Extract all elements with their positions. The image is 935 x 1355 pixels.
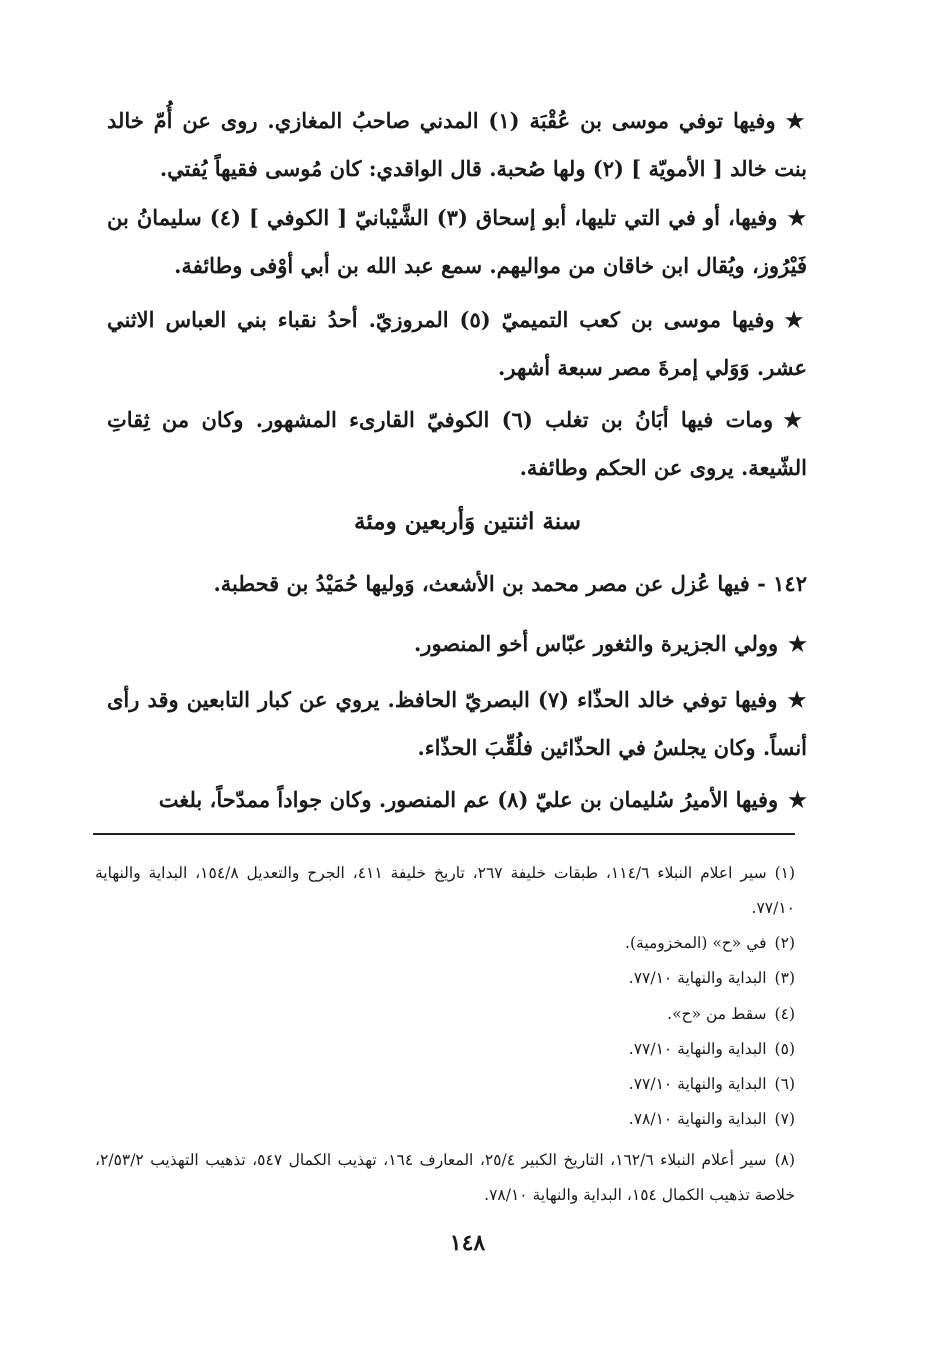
footnote-2: [95, 926, 795, 961]
paragraph-musa-ibn-kaab: [107, 296, 807, 392]
footnote-number: (١): [774, 864, 796, 882]
footnote-number: (٢): [774, 934, 795, 952]
footnote-text: البداية والنهاية ٧٧/١٠.: [628, 1040, 767, 1058]
footnote-text: البداية والنهاية ٧٧/١٠.: [628, 1075, 767, 1093]
star-icon: ★: [788, 631, 807, 656]
paragraph-text: وفيها، أو في التي تليها، أبو إسحاق (٣) الشَّيْبانيّ [ الكوفي ] (٤) سليمانُ بن فَيْرُوز، ويُقال ابن خاقان من مواليهم. سمع عبد الله بن أبي أوْفى وطائفة.: [107, 205, 807, 278]
paragraph-text: وفيها توفي خالد الحذّاء (٧) البصريّ الحافظ. يروي عن كبار التابعين وقد رأى أنساً. وكان يجلسُ في الحذّائين فلُقِّبَ الحذّاء.: [107, 687, 807, 760]
paragraph-text: وولي الجزيرة والثغور عبّاس أخو المنصور.: [414, 631, 779, 656]
footnote-divider: [93, 833, 795, 835]
star-icon: ★: [784, 307, 807, 332]
paragraph-musa-ibn-uqba: [107, 97, 807, 193]
paragraph-aban-ibn-taghlib: [107, 396, 807, 492]
paragraph-sulayman-ibn-ali: [107, 776, 807, 824]
footnote-8: [95, 1143, 795, 1213]
footnote-text: سقط من «ح».: [667, 1005, 767, 1023]
footnote-6: [95, 1067, 795, 1102]
footnote-4: [95, 997, 795, 1032]
footnote-text: البداية والنهاية ٧٧/١٠.: [628, 969, 767, 987]
paragraph-text: وفيها توفي موسى بن عُقْبَة (١) المدني صاحبُ المغازي. روى عن أُمّ خالد بنت خالد [ الأمويّة ] (٢) ولها صُحبة. قال الواقدي: كان مُوسى فقيهاً يُفتي.: [107, 108, 807, 181]
paragraph-abbas: [107, 620, 807, 668]
star-icon: ★: [785, 108, 807, 133]
star-icon: ★: [783, 407, 808, 432]
footnote-text: البداية والنهاية ٧٨/١٠.: [628, 1110, 767, 1128]
footnote-number: (٦): [774, 1075, 795, 1093]
star-icon: ★: [788, 787, 807, 812]
footnote-number: (٣): [774, 969, 795, 987]
paragraph-abu-ishaq: [107, 194, 807, 290]
paragraph-text: ومات فيها أبَانُ بن تغلب (٦) الكوفيّ القارىء المشهور. وكان من ثِقاتِ الشّيعة. يروى عن الحكم وطائفة.: [107, 407, 807, 480]
star-icon: ★: [787, 205, 808, 230]
footnote-text: سير أعلام النبلاء ١٦٢/٦، التاريخ الكبير ٢٥/٤، المعارف ١٦٤، تهذيب الكمال ٥٤٧، تذهيب التهذيب ٢/٥٣/٢، خلاصة تذهيب الكمال ١٥٤، البداية والنهاية ٧٨/١٠.: [95, 1151, 795, 1204]
footnote-7: [95, 1102, 795, 1137]
section-heading: سنة اثنتين وَأربعين ومئة: [354, 508, 581, 535]
page-number: ١٤٨: [449, 1230, 486, 1256]
footnote-1: [95, 856, 795, 926]
paragraph-text: وفيها الأميرُ سُليمان بن عليّ (٨) عم المنصور. وكان جواداً ممدّحاً، بلغت: [158, 787, 779, 812]
footnote-number: (٤): [774, 1005, 795, 1023]
paragraph-text: ١٤٢ - فيها عُزل عن مصر محمد بن الأشعث، وَوليها حُمَيْدُ بن قحطبة.: [213, 571, 807, 596]
footnote-number: (٧): [774, 1110, 795, 1128]
footnote-number: (٨): [774, 1151, 796, 1169]
footnote-text: في «ح» (المخزومية).: [625, 934, 767, 952]
paragraph-khalid-al-hadhdha: [107, 676, 807, 772]
footnote-number: (٥): [774, 1040, 795, 1058]
star-icon: ★: [787, 687, 807, 712]
footnote-text: سير اعلام النبلاء ١١٤/٦، طبقات خليفة ٢٦٧، تاريخ خليفة ٤١١، الجرح والتعديل ١٥٤/٨، البداية والنهاية ٧٧/١٠.: [95, 864, 795, 917]
paragraph-142: [107, 560, 807, 608]
footnote-5: [95, 1032, 795, 1067]
paragraph-text: وفيها موسى بن كعب التميميّ (٥) المروزيّ. أحدُ نقباء بني العباس الاثني عشر. وَوَلي إمرةَ مصر سبعة أشهر.: [107, 307, 807, 380]
footnote-3: [95, 961, 795, 996]
